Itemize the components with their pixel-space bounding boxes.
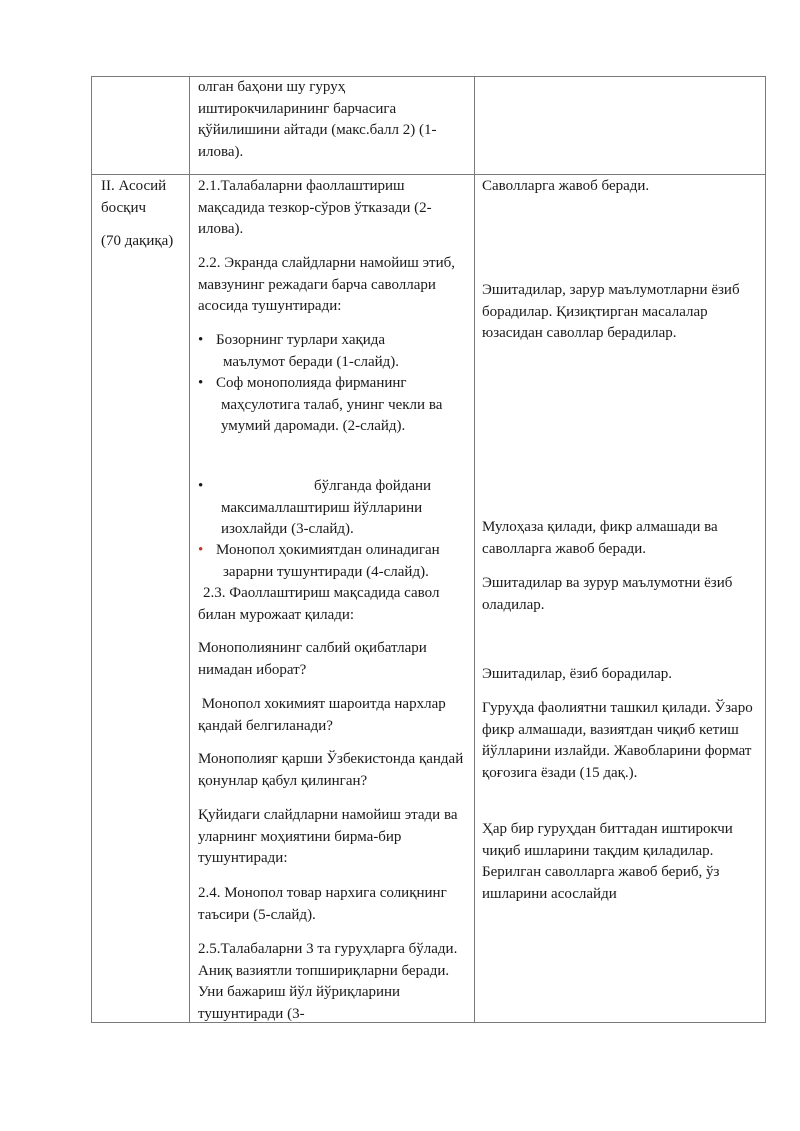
bullet-2-first-line: Соф монополияда фирманинг [216,375,407,391]
question-3: Монополияг қарши Ўзбекистонда қандай қонунлар қабул қилинган? [198,751,464,789]
student-response-5: Эшитадилар, ёзиб борадилар. [482,666,673,682]
bullet-icon: • [198,478,204,494]
bullet-4-first-line: Монопол ҳокимиятдан олинадиган [216,542,440,558]
student-response-6: Гуруҳда фаолиятни ташкил қилади. Ўзаро фикр алмашади, вазиятдан чиқиб кетиш йўлларини излайди. Жавобларини формат қоғозига ёзади (15 дақ.). [482,700,753,781]
step-2-5: 2.5.Талабаларни 3 та гуруҳларга бўлади. Аниқ вазиятли топшириқларни беради. Уни бажариш йўл йўриқларини тушунтиради (3- [198,941,458,1022]
bullet-3-rest: максималлаштириш йўлларини изохлайди (3-слайд). [221,499,423,537]
row1-teacher-text: олган баҳони шу гуруҳ иштирокчиларининг барчасига қўйилишини айтади (макс.балл 2) (1-илова). [198,79,437,160]
bullet-icon: • [198,542,204,558]
bullet-item-4 [198,540,470,584]
bullet-4-rest: зарарни тушунтиради (4-слайд). [223,563,429,580]
step-2-3: 2.3. Фаоллаштириш мақсадида савол билан мурожаат қилади: [198,585,440,623]
question-1: Монополиянинг салбий оқибатлари нимадан иборат? [198,640,427,678]
row-divider [91,174,766,175]
step-2-1: 2.1.Талабаларни фаоллаштириш мақсадида тезкор-сўров ўтказади (2-илова). [198,178,432,237]
stage-duration: (70 дақиқа) [101,233,174,249]
student-response-3: Мулоҳаза қилади, фикр алмашади ва саволларга жавоб беради. [482,519,718,557]
slides-intro: Қуйидаги слайдларни намойиш этади ва уларнинг моҳиятини бирма-бир тушунтиради: [198,807,458,866]
table-border-right [765,76,766,1023]
student-response-1: Саволларга жавоб беради. [482,178,650,194]
bullet-icon: • [198,332,204,348]
student-response-4: Эшитадилар ва зурур маълумотни ёзиб оладилар. [482,575,733,613]
bullet-3-first-line: бўлганда фойдани [314,478,432,494]
bullet-2-rest: маҳсулотига талаб, унинг чекли ва умумий даромади. (2-слайд). [221,396,443,434]
table-border-left [91,76,92,1023]
column-divider-1 [189,76,190,1023]
bullet-item-3 [198,476,470,542]
student-response-7: Ҳар бир гуруҳдан биттадан иштирокчи чиқиб ишларини тақдим қиладилар. Берилган саволларга жавоб бериб, ўз ишларини асослайди [482,821,733,902]
column-divider-2 [474,76,475,1023]
stage-title: II. Асосий босқич [101,178,167,216]
bullet-1-first-line: Бозорнинг турлари хақида [216,332,386,348]
bullet-icon: • [198,375,204,391]
step-2-4: 2.4. Монопол товар нархига солиқнинг таъсири (5-слайд). [198,885,447,923]
bullet-item-2 [198,373,470,461]
question-2: Монопол хокимият шароитда нархлар қандай белгиланади? [198,696,450,734]
student-response-2: Эшитадилар, зарур маълумотларни ёзиб борадилар. Қизиқтирган масалалар юзасидан саволлар берадилар. [482,282,740,341]
step-2-2: 2.2. Экранда слайдларни намойиш этиб, мавзунинг режадаги барча саволлари асосида тушунтиради: [198,255,456,314]
bullet-1-rest: маълумот беради (1-слайд). [223,353,400,370]
bullet-item-1 [198,330,470,374]
